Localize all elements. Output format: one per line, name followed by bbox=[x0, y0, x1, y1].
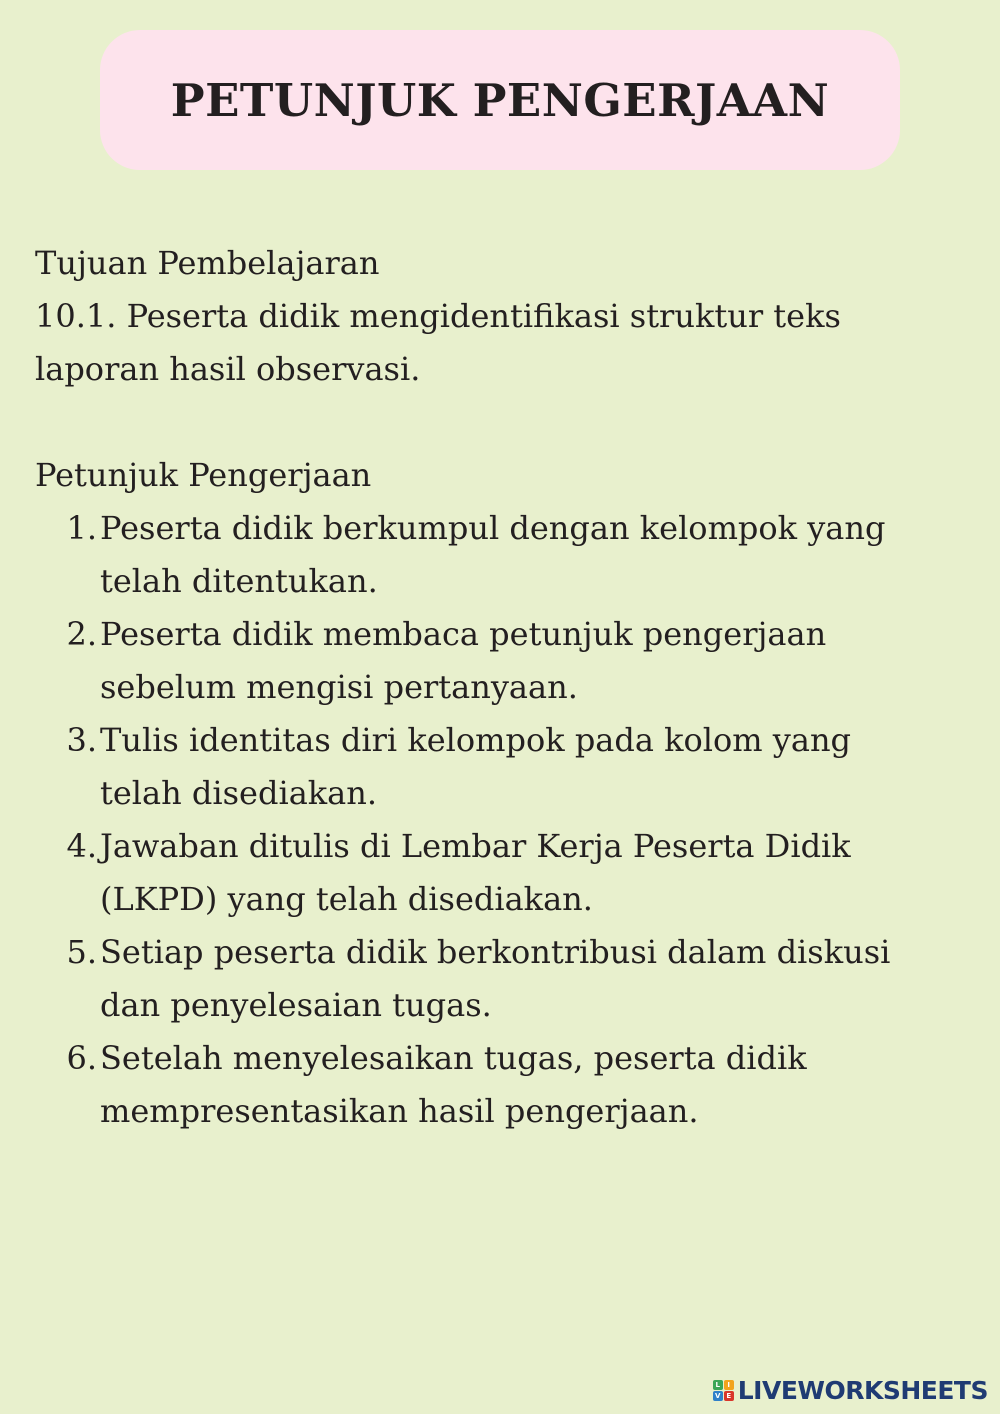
liveworksheets-logo-icon bbox=[713, 1380, 734, 1401]
list-item-line-2: mempresentasikan hasil pengerjaan. bbox=[100, 1092, 699, 1130]
objectives-line-2: laporan hasil observasi. bbox=[35, 350, 421, 388]
list-item bbox=[35, 820, 965, 926]
logo-tile: E bbox=[724, 1391, 734, 1401]
title-box bbox=[100, 30, 900, 170]
list-item-number: 5. bbox=[66, 933, 97, 971]
page-title: PETUNJUK PENGERJAAN bbox=[170, 73, 830, 127]
section-spacer bbox=[35, 396, 965, 449]
logo-tile: L bbox=[713, 1380, 723, 1390]
list-item-line-1: Jawaban ditulis di Lembar Kerja Peserta Didik bbox=[100, 827, 851, 865]
list-item-line-1: Peserta didik membaca petunjuk pengerjaan bbox=[100, 615, 827, 653]
list-item-line-1: Setelah menyelesaikan tugas, peserta didik bbox=[100, 1039, 807, 1077]
list-item bbox=[35, 502, 965, 608]
objectives-section bbox=[35, 237, 965, 396]
logo-tile: I bbox=[724, 1380, 734, 1390]
list-item-line-1: Setiap peserta didik berkontribusi dalam diskusi bbox=[100, 933, 891, 971]
list-item-line-1: Peserta didik berkumpul dengan kelompok yang bbox=[100, 509, 886, 547]
list-item-number: 2. bbox=[66, 615, 97, 653]
list-item-line-1: Tulis identitas diri kelompok pada kolom yang bbox=[100, 721, 852, 759]
list-item-number: 4. bbox=[66, 827, 97, 865]
instructions-section bbox=[35, 449, 965, 1138]
objectives-heading: Tujuan Pembelajaran bbox=[35, 244, 380, 282]
content bbox=[35, 237, 965, 1138]
list-item-line-2: dan penyelesaian tugas. bbox=[100, 986, 492, 1024]
list-item bbox=[35, 608, 965, 714]
list-item bbox=[35, 1032, 965, 1138]
list-item-number: 6. bbox=[66, 1039, 97, 1077]
logo-text: LIVEWORKSHEETS bbox=[737, 1375, 988, 1405]
logo-tile: V bbox=[713, 1391, 723, 1401]
objectives-line-1: 10.1. Peserta didik mengidentifikasi struktur teks bbox=[35, 297, 841, 335]
list-item bbox=[35, 926, 965, 1032]
list-item-line-2: telah ditentukan. bbox=[100, 562, 378, 600]
list-item-number: 1. bbox=[66, 509, 97, 547]
list-item-number: 3. bbox=[66, 721, 97, 759]
liveworksheets-logo[interactable] bbox=[713, 1374, 988, 1406]
list-item-line-2: sebelum mengisi pertanyaan. bbox=[100, 668, 578, 706]
list-item bbox=[35, 714, 965, 820]
list-item-line-2: telah disediakan. bbox=[100, 774, 378, 812]
instructions-list bbox=[35, 502, 965, 1138]
list-item-line-2: (LKPD) yang telah disediakan. bbox=[100, 880, 593, 918]
instructions-heading: Petunjuk Pengerjaan bbox=[35, 456, 372, 494]
